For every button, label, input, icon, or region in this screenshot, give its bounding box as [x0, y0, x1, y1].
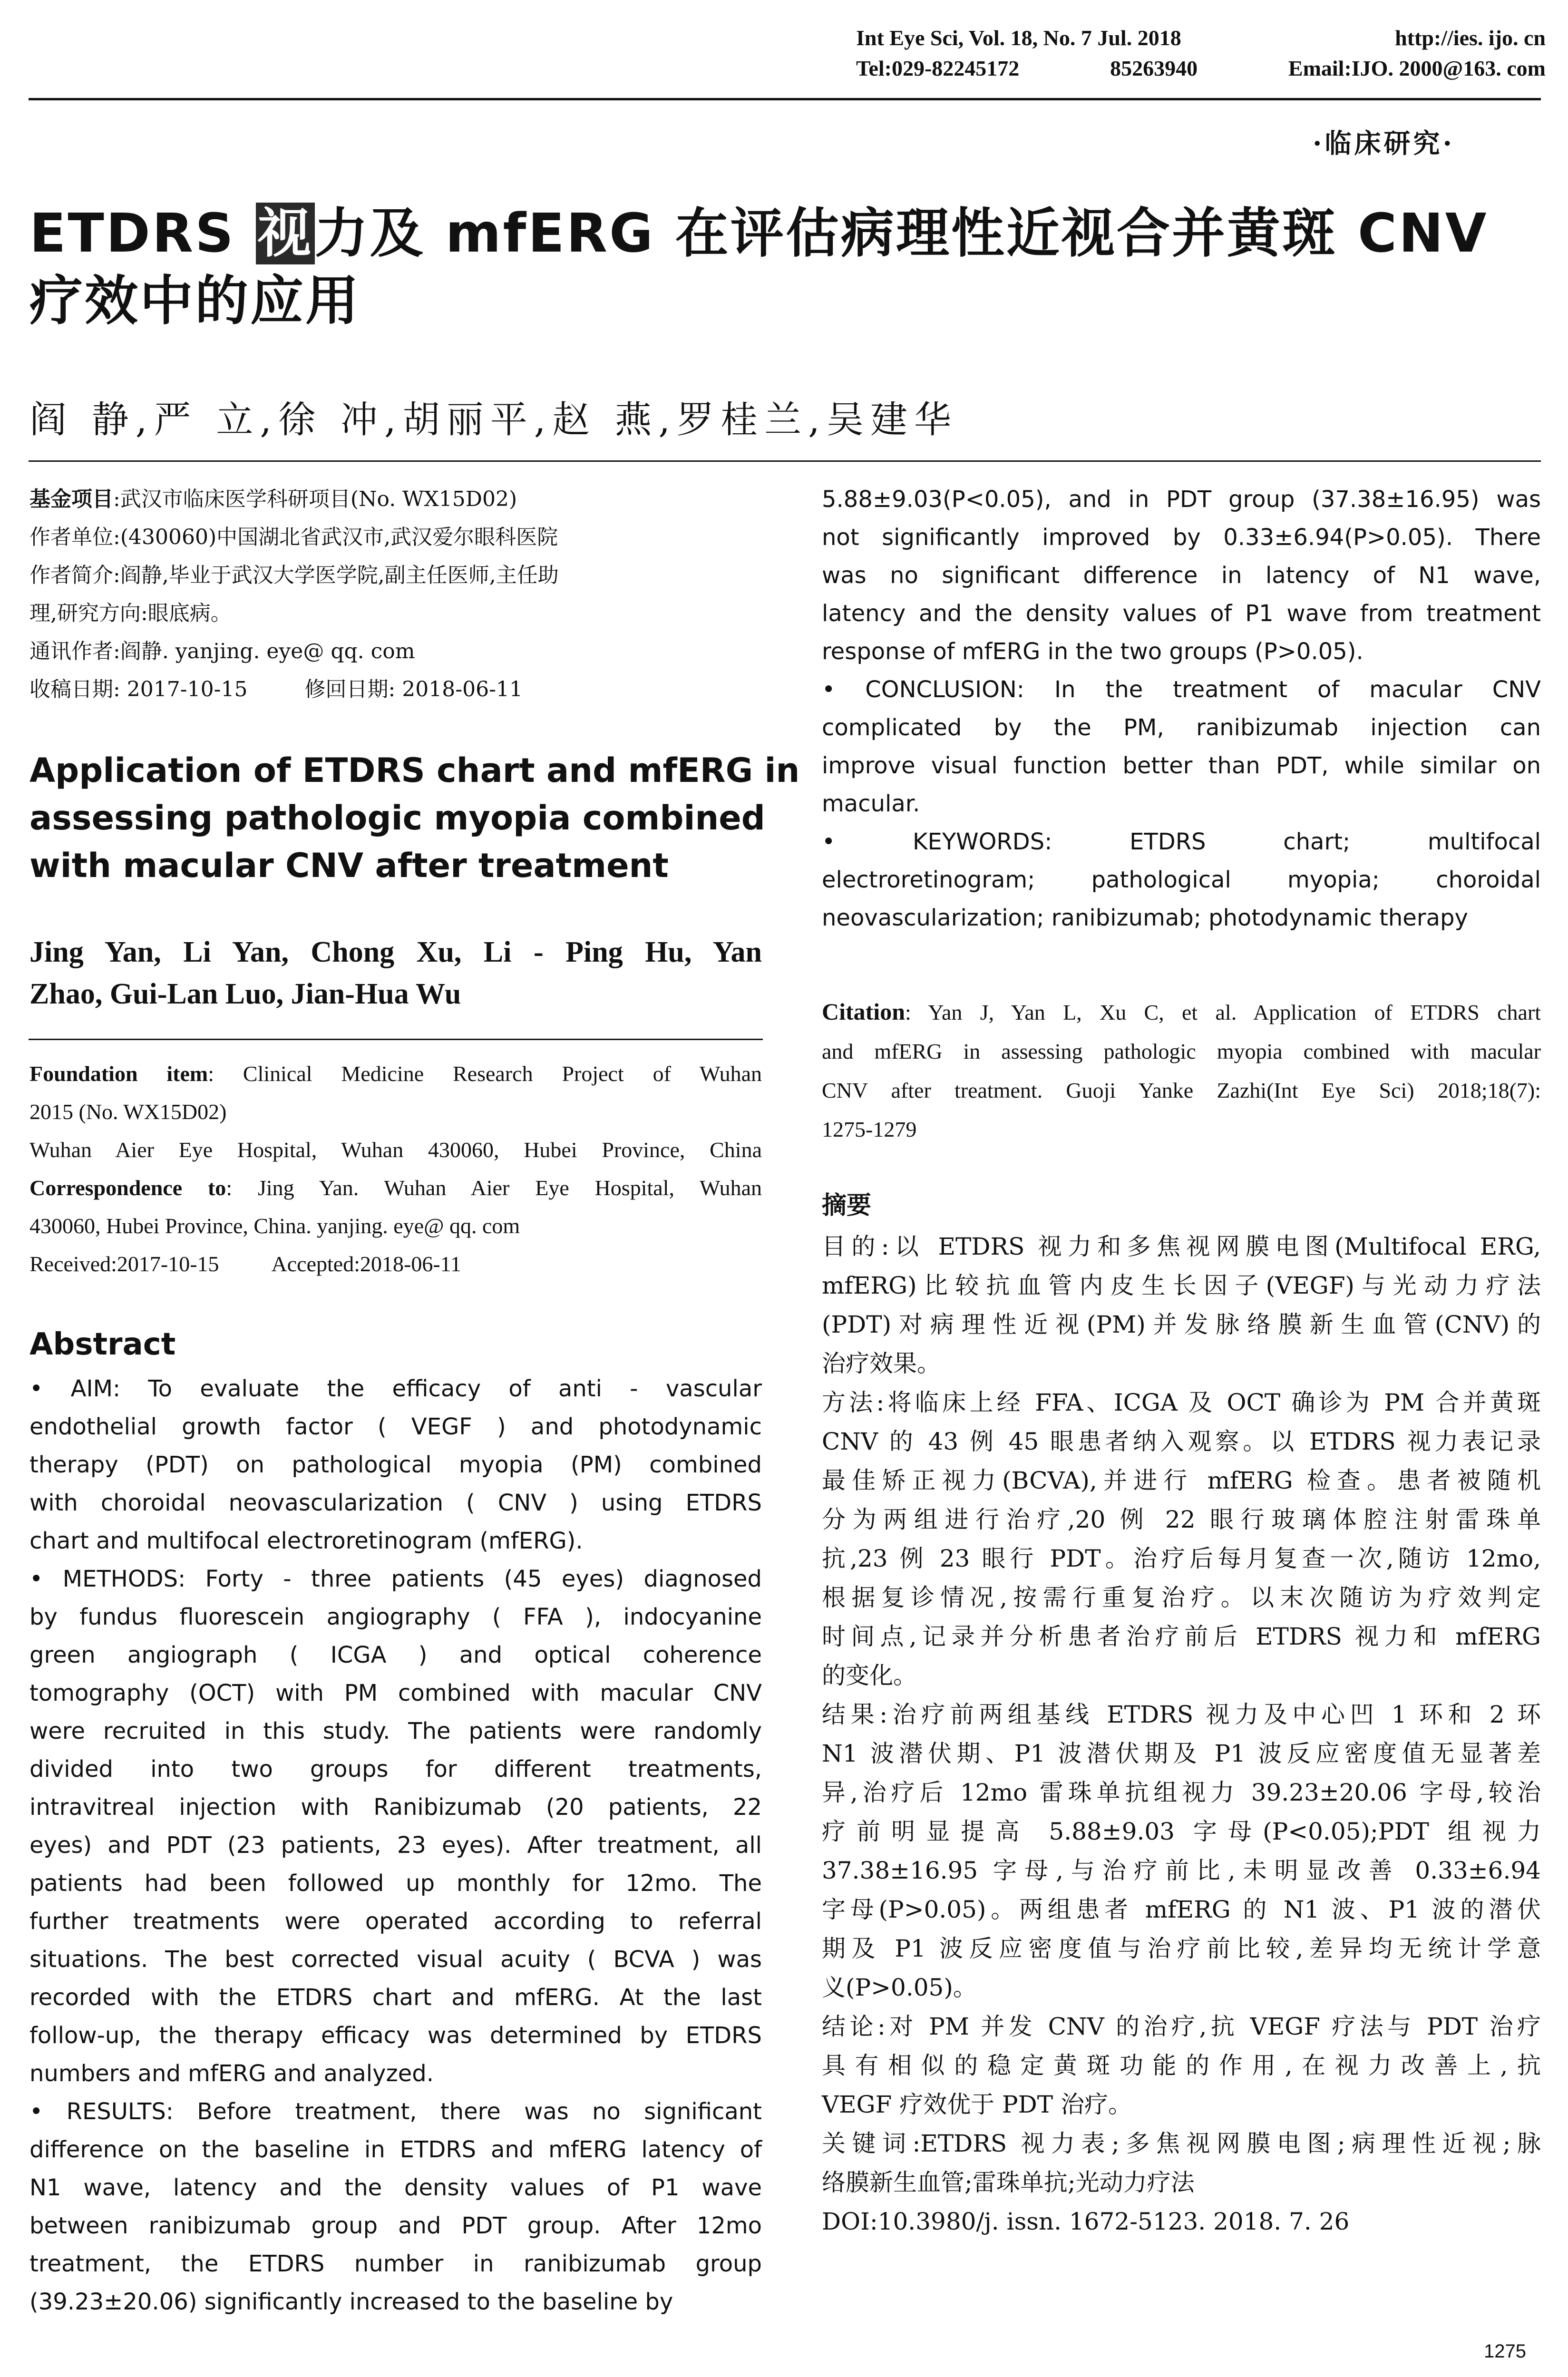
cn-abstract-line: 期及 P1 波反应密度值与治疗前比较,差异均无统计学意 [822, 1935, 1541, 1962]
abstract-line: neovascularization; ranibizumab; photodynamic therapy [822, 905, 1468, 931]
meta-chinese [29, 480, 762, 709]
abstract-line: further treatments were operated according to referral [29, 1908, 762, 1935]
journal-email[interactable]: Email:IJO. 2000@163. com [1288, 56, 1546, 80]
journal-tel: Tel:029-82245172 [856, 56, 1020, 80]
cn-abstract-line: 时间点,记录并分析患者治疗前后 ETDRS 视力和 mfERG [822, 1623, 1541, 1650]
journal-url[interactable]: http://ies. ijo. cn [1395, 26, 1546, 50]
cn-abstract-line: 关键词:ETDRS 视力表;多焦视网膜电图;病理性近视;脉 [822, 2130, 1541, 2157]
abstract-line: • AIM: To evaluate the efficacy of anti - vascular [29, 1375, 762, 1402]
abstract-line: therapy (PDT) on pathological myopia (PM) combined [29, 1452, 762, 1478]
cn-abstract-line: (PDT)对病理性近视(PM)并发脉络膜新生血管(CNV)的 [822, 1311, 1541, 1338]
abstract-line: • KEYWORDS: ETDRS chart; multifocal [822, 828, 1541, 855]
foundation-item-en: Foundation item: Clinical Medicine Research Project of Wuhan [29, 1062, 762, 1086]
abstract-line: difference on the baseline in ETDRS and mfERG latency of [29, 2136, 762, 2163]
affiliation-cn: 作者单位:(430060)中国湖北省武汉市,武汉爱尔眼科医院 [29, 525, 558, 549]
cn-abstract-line: VEGF 疗效优于 PDT 治疗。 [822, 2091, 1132, 2118]
abstract-line: complicated by the PM, ranibizumab injection can [822, 714, 1541, 741]
cn-abstract-line: N1 波潜伏期、P1 波潜伏期及 P1 波反应密度值无显著差 [822, 1740, 1541, 1767]
title-en-line: with macular CNV after treatment [29, 846, 669, 885]
meta-english: Foundation item: Clinical Medicine Research Project of Wuhan 2015 (No. WX15D02) Wuhan Aier Eye Hospital, Wuhan 430060, Hubei Province, China Correspondence to: Jing Yan. Wuhan Aier Eye Hospital, Wuhan 430060, Hubei Province, China. yanjing. eye@ qq. com Received:2017-10-15 Accepted:2018-06-11 [29, 1055, 762, 1283]
abstract-line: eyes) and PDT (23 patients, 23 eyes). After treatment, all [29, 1832, 762, 1859]
cn-abstract-line: 治疗效果。 [822, 1350, 941, 1377]
abstract-line: between ranibizumab group and PDT group. After 12mo [29, 2212, 762, 2239]
page-number: 1275 [1484, 2341, 1526, 2362]
correspondence-en: Correspondence to: Jing Yan. Wuhan Aier Eye Hospital, Wuhan [29, 1176, 762, 1200]
abstract-line: follow-up, the therapy efficacy was determined by ETDRS [29, 2022, 762, 2049]
cn-abstract-line: 分为两组进行治疗,20 例 22 眼行玻璃体腔注射雷珠单 [822, 1506, 1541, 1533]
abstract-line: • CONCLUSION: In the treatment of macular CNV [822, 676, 1541, 703]
header-rule [29, 98, 1541, 100]
abstract-line: treatment, the ETDRS number in ranibizumab group [29, 2250, 762, 2277]
title-cn-line2: 疗效中的应用 [29, 270, 360, 332]
title-english [29, 747, 800, 889]
cn-abstract-line: 的变化。 [822, 1662, 917, 1689]
cn-abstract-line: 目的:以 ETDRS 视力和多焦视网膜电图(Multifocal ERG, [822, 1233, 1541, 1260]
title-chinese [29, 200, 1551, 335]
abstract-line: green angiograph ( ICGA ) and optical coherence [29, 1642, 762, 1668]
section-tag: ·临床研究· [1313, 128, 1455, 159]
cn-abstract-line: 义(P>0.05)。 [822, 1974, 977, 2001]
abstract-line: electroretinogram; pathological myopia; choroidal [822, 867, 1541, 893]
cn-abstract-body [822, 1227, 1541, 2241]
cn-abstract-line: 络膜新生血管;雷珠单抗;光动力疗法 [822, 2169, 1195, 2196]
abstract-line: tomography (OCT) with PM combined with macular CNV [29, 1680, 762, 1706]
dates-cn: 收稿日期: 2017-10-15 修回日期: 2018-06-11 [29, 677, 523, 701]
dates-en: Received:2017-10-15 Accepted:2018-06-11 [29, 1252, 461, 1276]
abstract-line: N1 wave, latency and the density values of P1 wave [29, 2174, 762, 2201]
cn-abstract-line: 抗,23 例 23 眼行 PDT。治疗后每月复查一次,随访 12mo, [822, 1545, 1541, 1572]
authors-rule [29, 460, 1541, 462]
cn-abstract-line: 具有相似的稳定黄斑功能的作用,在视力改善上,抗 [822, 2052, 1541, 2079]
journal-citation: Int Eye Sci, Vol. 18, No. 7 Jul. 2018 [856, 26, 1181, 50]
cn-abstract-line: 37.38±16.95 字母,与治疗前比,未明显改善 0.33±6.94 [822, 1857, 1541, 1884]
journal-header [856, 23, 1546, 84]
en-meta-rule [29, 1039, 763, 1040]
abstract-line: numbers and mfERG and analyzed. [29, 2060, 434, 2087]
abstract-line: intravitreal injection with Ranibizumab (20 patients, 22 [29, 1794, 762, 1821]
abstract-line: response of mfERG in the two groups (P>0.05). [822, 638, 1363, 665]
abstract-line: situations. The best corrected visual acuity ( BCVA ) was [29, 1946, 762, 1973]
correspondence-cn: 通讯作者:阎静. yanjing. eye@ qq. com [29, 639, 415, 663]
cn-abstract-line: 字母(P>0.05)。两组患者 mfERG 的 N1 波、P1 波的潜伏 [822, 1896, 1541, 1923]
cn-abstract-heading: 摘要 [822, 1191, 872, 1220]
cn-abstract-line: 疗前明显提高 5.88±9.03 字母(P<0.05);PDT 组视力 [822, 1818, 1541, 1845]
abstract-line: endothelial growth factor ( VEGF ) and photodynamic [29, 1413, 762, 1440]
title-cn-line1: ETDRS 视力及 mfERG 在评估病理性近视合并黄斑 CNV [29, 203, 1489, 264]
bio-cn-2: 理,研究方向:眼底病。 [29, 601, 232, 625]
abstract-heading: Abstract [29, 1327, 176, 1362]
title-en-line: assessing pathologic myopia combined [29, 799, 765, 838]
abstract-line: recorded with the ETDRS chart and mfERG. At the last [29, 1984, 762, 2011]
title-highlight: 视 [256, 203, 315, 264]
authors-english: Jing Yan, Li Yan, Chong Xu, Li - Ping Hu, Yan Zhao, Gui-Lan Luo, Jian-Hua Wu [29, 936, 762, 1010]
abstract-line: • METHODS: Forty - three patients (45 eyes) diagnosed [29, 1566, 762, 1592]
authors-chinese: 阎 静,严 立,徐 冲,胡丽平,赵 燕,罗桂兰,吴建华 [29, 399, 958, 441]
abstract-line: latency and the density values of P1 wave from treatment [822, 600, 1541, 627]
cn-abstract-line: 结果:治疗前两组基线 ETDRS 视力及中心凹 1 环和 2 环 [822, 1701, 1541, 1728]
abstract-line: (39.23±20.06) significantly increased to the baseline by [29, 2289, 673, 2315]
abstract-line: not significantly improved by 0.33±6.94(P>0.05). There [822, 524, 1541, 551]
cn-abstract-line: 方法:将临床上经 FFA、ICGA 及 OCT 确诊为 PM 合并黄斑 [822, 1389, 1541, 1416]
abstract-line: 5.88±9.03(P<0.05), and in PDT group (37.38±16.95) was [822, 486, 1541, 513]
abstract-right-column [822, 480, 1541, 937]
abstract-line: was no significant difference in latency of N1 wave, [822, 562, 1541, 589]
journal-tel2: 85263940 [1110, 56, 1198, 80]
abstract-line: improve visual function better than PDT, while similar on [822, 752, 1541, 779]
cn-abstract-line: DOI:10.3980/j. issn. 1672-5123. 2018. 7. 26 [822, 2208, 1350, 2235]
cn-abstract-line: 异,治疗后 12mo 雷珠单抗组视力 39.23±20.06 字母,较治 [822, 1779, 1541, 1806]
abstract-line: with choroidal neovascularization ( CNV ) using ETDRS [29, 1490, 762, 1516]
cn-abstract-line: CNV 的 43 例 45 眼患者纳入观察。以 ETDRS 视力表记录 [822, 1428, 1541, 1455]
cn-abstract-line: 根据复诊情况,按需行重复治疗。以末次随访为疗效判定 [822, 1584, 1541, 1611]
bio-cn-1: 作者简介:阎静,毕业于武汉大学医学院,副主任医师,主任助 [29, 563, 559, 587]
abstract-line: were recruited in this study. The patients were randomly [29, 1718, 762, 1744]
title-en-line: Application of ETDRS chart and mfERG in [29, 751, 800, 790]
abstract-line: divided into two groups for different treatments, [29, 1756, 762, 1783]
abstract-line: chart and multifocal electroretinogram (mfERG). [29, 1528, 583, 1554]
cn-abstract-line: 最佳矫正视力(BCVA),并进行 mfERG 检查。患者被随机 [822, 1467, 1541, 1494]
abstract-line: • RESULTS: Before treatment, there was no significant [29, 2098, 762, 2125]
abstract-line: by fundus fluorescein angiography ( FFA ), indocyanine [29, 1604, 762, 1630]
citation-block: Citation: Yan J, Yan L, Xu C, et al. Application of ETDRS chart and mfERG in assessing pathologic myopia combined with macular CNV after treatment. Guoji Yanke Zazhi(Int Eye Sci) 2018;18(7): 1275-1279 [822, 998, 1541, 1141]
foundation-item-cn: 基金项目:武汉市临床医学科研项目(No. WX15D02) [29, 487, 517, 511]
abstract-line: macular. [822, 790, 920, 817]
cn-abstract-line: 结论:对 PM 并发 CNV 的治疗,抗 VEGF 疗法与 PDT 治疗 [822, 2013, 1541, 2040]
abstract-left-column [29, 1370, 762, 2321]
cn-abstract-line: mfERG)比较抗血管内皮生长因子(VEGF)与光动力疗法 [822, 1272, 1541, 1299]
abstract-line: patients had been followed up monthly for 12mo. The [29, 1870, 762, 1897]
